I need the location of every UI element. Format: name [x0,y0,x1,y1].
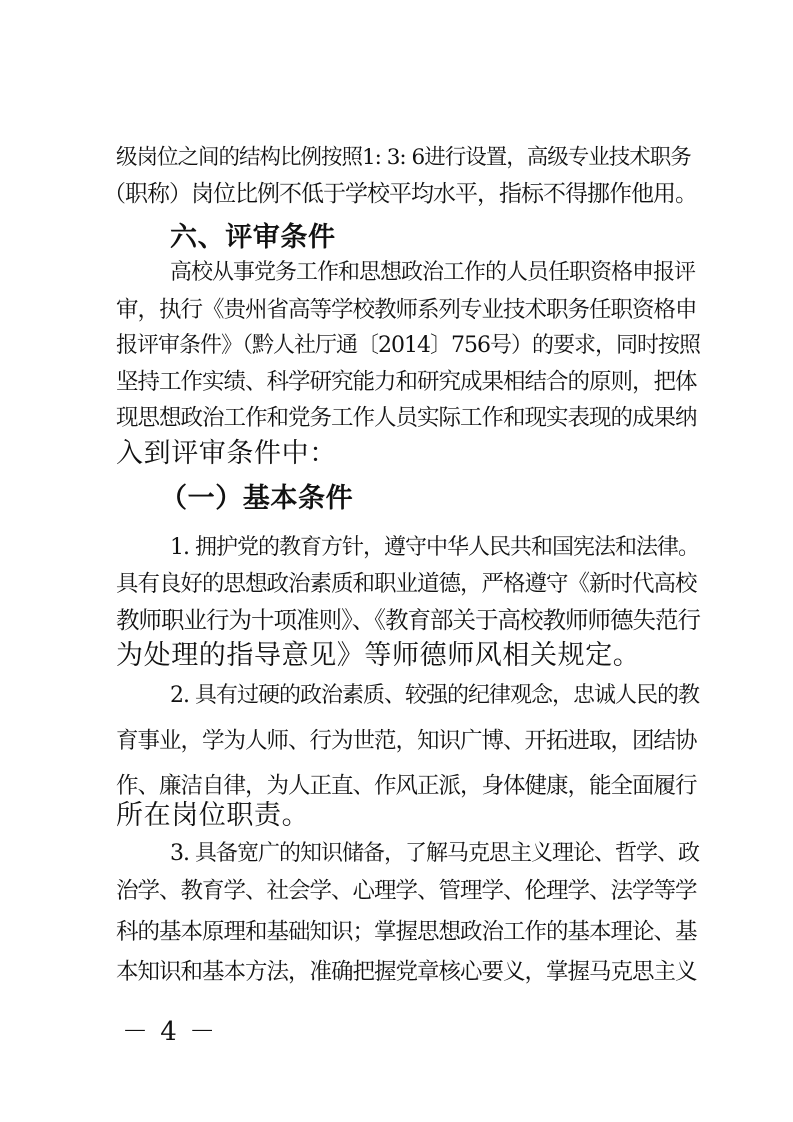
body-line: 作、廉洁自律，为人正直、作风正派，身体健康，能全面履行 [116,773,697,799]
body-line: 为处理的指导意见》等师德师风相关规定。 [116,640,641,671]
body-line: 3. 具备宽广的知识储备，了解马克思主义理论、哲学、政 [170,841,699,866]
body-line: 1. 拥护党的教育方针，遵守中华人民共和国宪法和法律。 [170,535,699,560]
body-line: 报评审条件》（黔人社厅通〔2014〕756号）的要求，同时按照 [116,333,700,358]
body-line: 2. 具有过硬的政治素质、较强的纪律观念，忠诚人民的教 [170,683,699,708]
subsection-heading: （一）基本条件 [160,483,354,514]
body-line: 教师职业行为十项准则》、《教育部关于高校教师师德失范行 [116,606,700,634]
body-line: 级岗位之间的结构比例按照1: 3: 6进行设置，高级专业技术职务 [116,145,691,170]
body-line: 坚持工作实绩、科学研究能力和研究成果相结合的原则，把体 [116,369,697,395]
body-line: 现思想政治工作和党务工作人员实际工作和现实表现的成果纳 [116,405,697,431]
body-line: 治学、教育学、社会学、心理学、管理学、伦理学、法学等学 [116,878,697,904]
body-line: 本知识和基本方法，准确把握党章核心要义，掌握马克思主义 [116,959,697,985]
body-line: （职称）岗位比例不低于学校平均水平，指标不得挪作他用。 [103,181,697,207]
body-line: 科的基本原理和基础知识；掌握思想政治工作的基本理论、基 [116,919,697,945]
section-heading: 六、评审条件 [170,222,336,253]
body-line: 入到评审条件中： [116,438,337,469]
page-number: － 4 － [122,1017,218,1047]
body-line: 育事业，学为人师、行为世范，知识广博、开拓进取，团结协 [116,728,697,754]
body-line: 具有良好的思想政治素质和职业道德，严格遵守《新时代高校 [116,571,697,597]
body-line: 高校从事党务工作和思想政治工作的人员任职资格申报评 [170,260,696,285]
body-line: 所在岗位职责。 [116,800,310,831]
body-line: 审，执行《贵州省高等学校教师系列专业技术职务任职资格申 [116,297,697,323]
